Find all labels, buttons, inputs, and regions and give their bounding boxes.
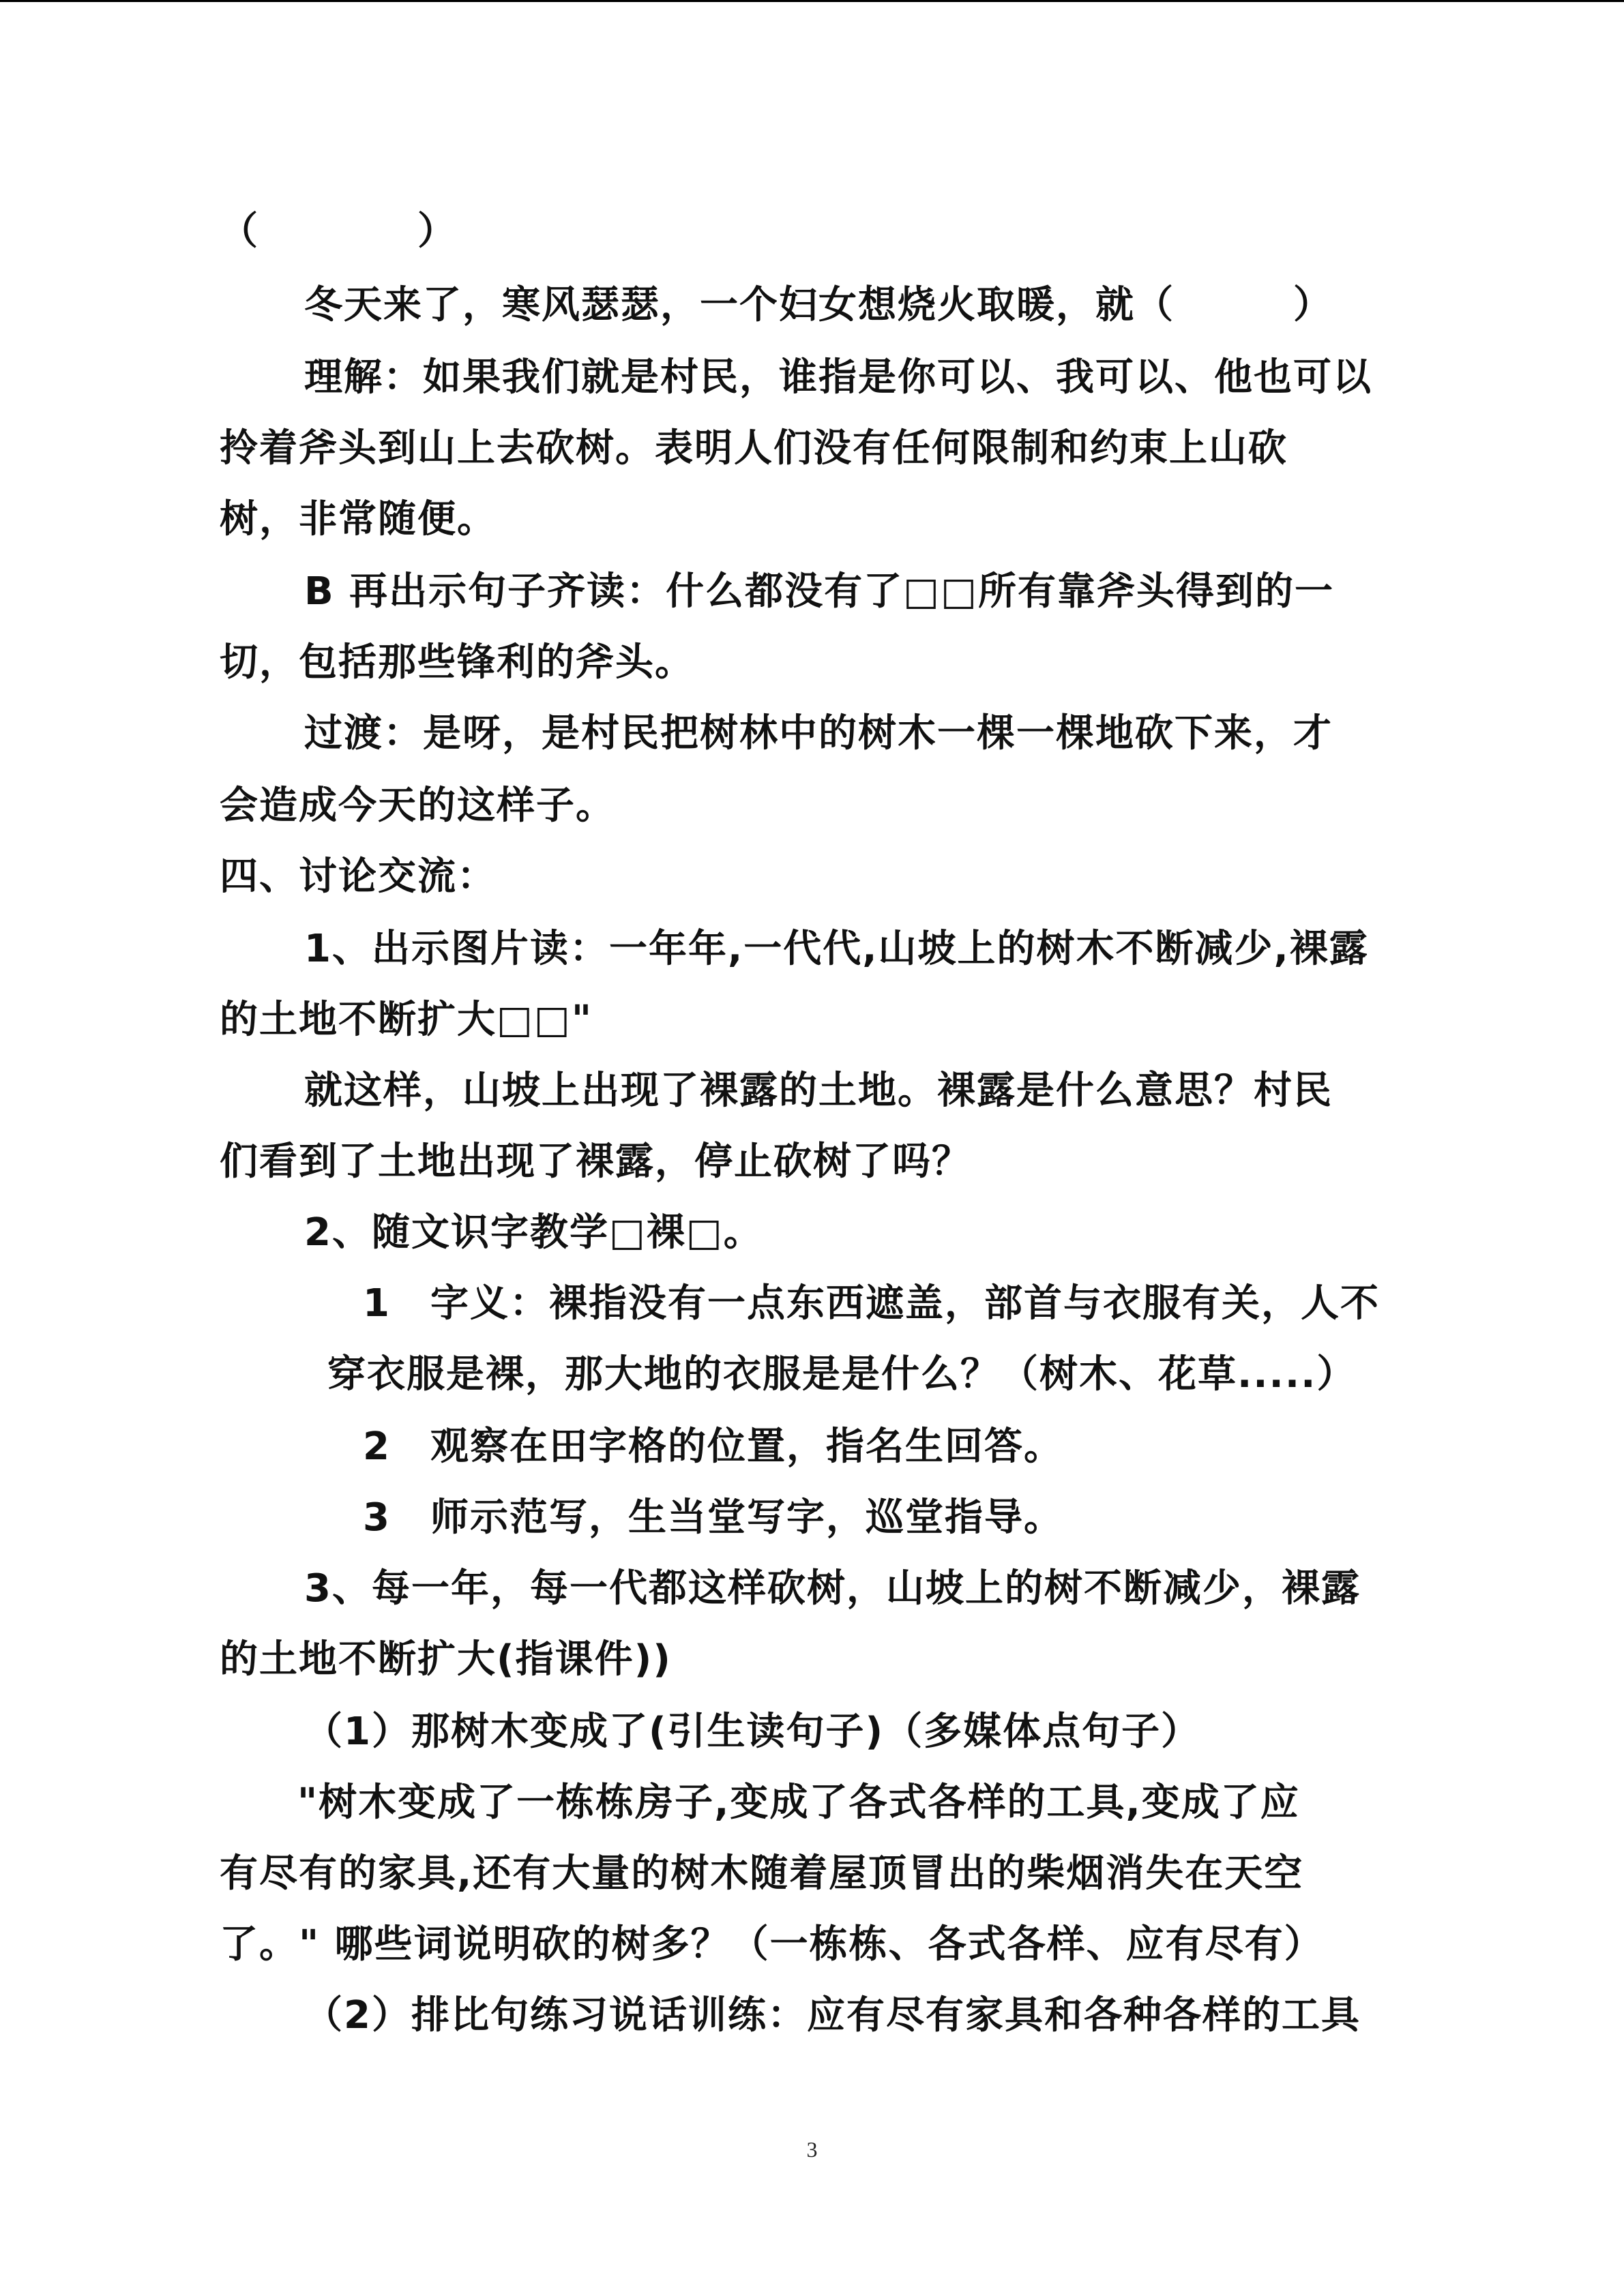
text-line: 拎着斧头到山上去砍树。表明人们没有任何限制和约束上山砍 — [220, 426, 1288, 471]
text-line: 1 字义：裸指没有一点东西遮盖，部首与衣服有关，人不 — [363, 1281, 1380, 1326]
text-line: B 再出示句子齐读：什么都没有了□□所有靠斧头得到的一 — [304, 569, 1334, 614]
top-border — [0, 0, 1624, 2]
text-line: 过渡：是呀，是村民把树林中的树木一棵一棵地砍下来，才 — [304, 711, 1333, 756]
text-line: "树木变成了一栋栋房子,变成了各式各样的工具,变成了应 — [297, 1780, 1300, 1825]
text-line: 有尽有的家具,还有大量的树木随着屋顶冒出的柴烟消失在天空 — [220, 1851, 1304, 1896]
text-line: 会造成今天的这样子。 — [220, 784, 615, 828]
text-line: 1、出示图片读：一年年,一代代,山坡上的树木不断减少,裸露 — [304, 927, 1369, 971]
text-line: （1）那树木变成了(引生读句子)（多媒体点句子） — [304, 1710, 1201, 1754]
text-line: 冬天来了，寒风瑟瑟，一个妇女想烧火取暖，就（ ） — [304, 283, 1333, 327]
section-heading: 四、讨论交流： — [220, 854, 497, 899]
text-line: 2、随文识字教学□裸□。 — [304, 1210, 763, 1255]
text-line: 的土地不断扩大(指课件)) — [220, 1637, 672, 1682]
text-line: 3 师示范写，生当堂写字，巡堂指导。 — [363, 1495, 1063, 1540]
text-line: （2）排比句练习说话训练：应有尽有家具和各种各样的工具 — [304, 1993, 1361, 2038]
page-number: 3 — [806, 2137, 818, 2162]
text-line: 们看到了土地出现了裸露，停止砍树了吗？ — [220, 1139, 971, 1184]
text-line: 3、每一年，每一代都这样砍树，山坡上的树不断减少，裸露 — [304, 1566, 1361, 1611]
text-line: 2 观察在田字格的位置，指名生回答。 — [363, 1425, 1063, 1469]
text-line: （ ） — [220, 209, 457, 254]
text-line: 了。" 哪些词说明砍的树多？（一栋栋、各式各样、应有尽有） — [220, 1922, 1324, 1967]
text-line: 切，包括那些锋利的斧头。 — [220, 640, 694, 685]
text-line: 穿衣服是裸，那大地的衣服是是什么？（树木、花草.....） — [327, 1352, 1357, 1397]
text-line: 理解：如果我们就是村民，谁指是你可以、我可以、他也可以 — [304, 355, 1372, 400]
text-line: 的土地不断扩大□□" — [220, 998, 593, 1042]
text-line: 就这样，山坡上出现了裸露的土地。裸露是什么意思？村民 — [304, 1069, 1333, 1113]
text-line: 树，非常随便。 — [220, 497, 497, 541]
